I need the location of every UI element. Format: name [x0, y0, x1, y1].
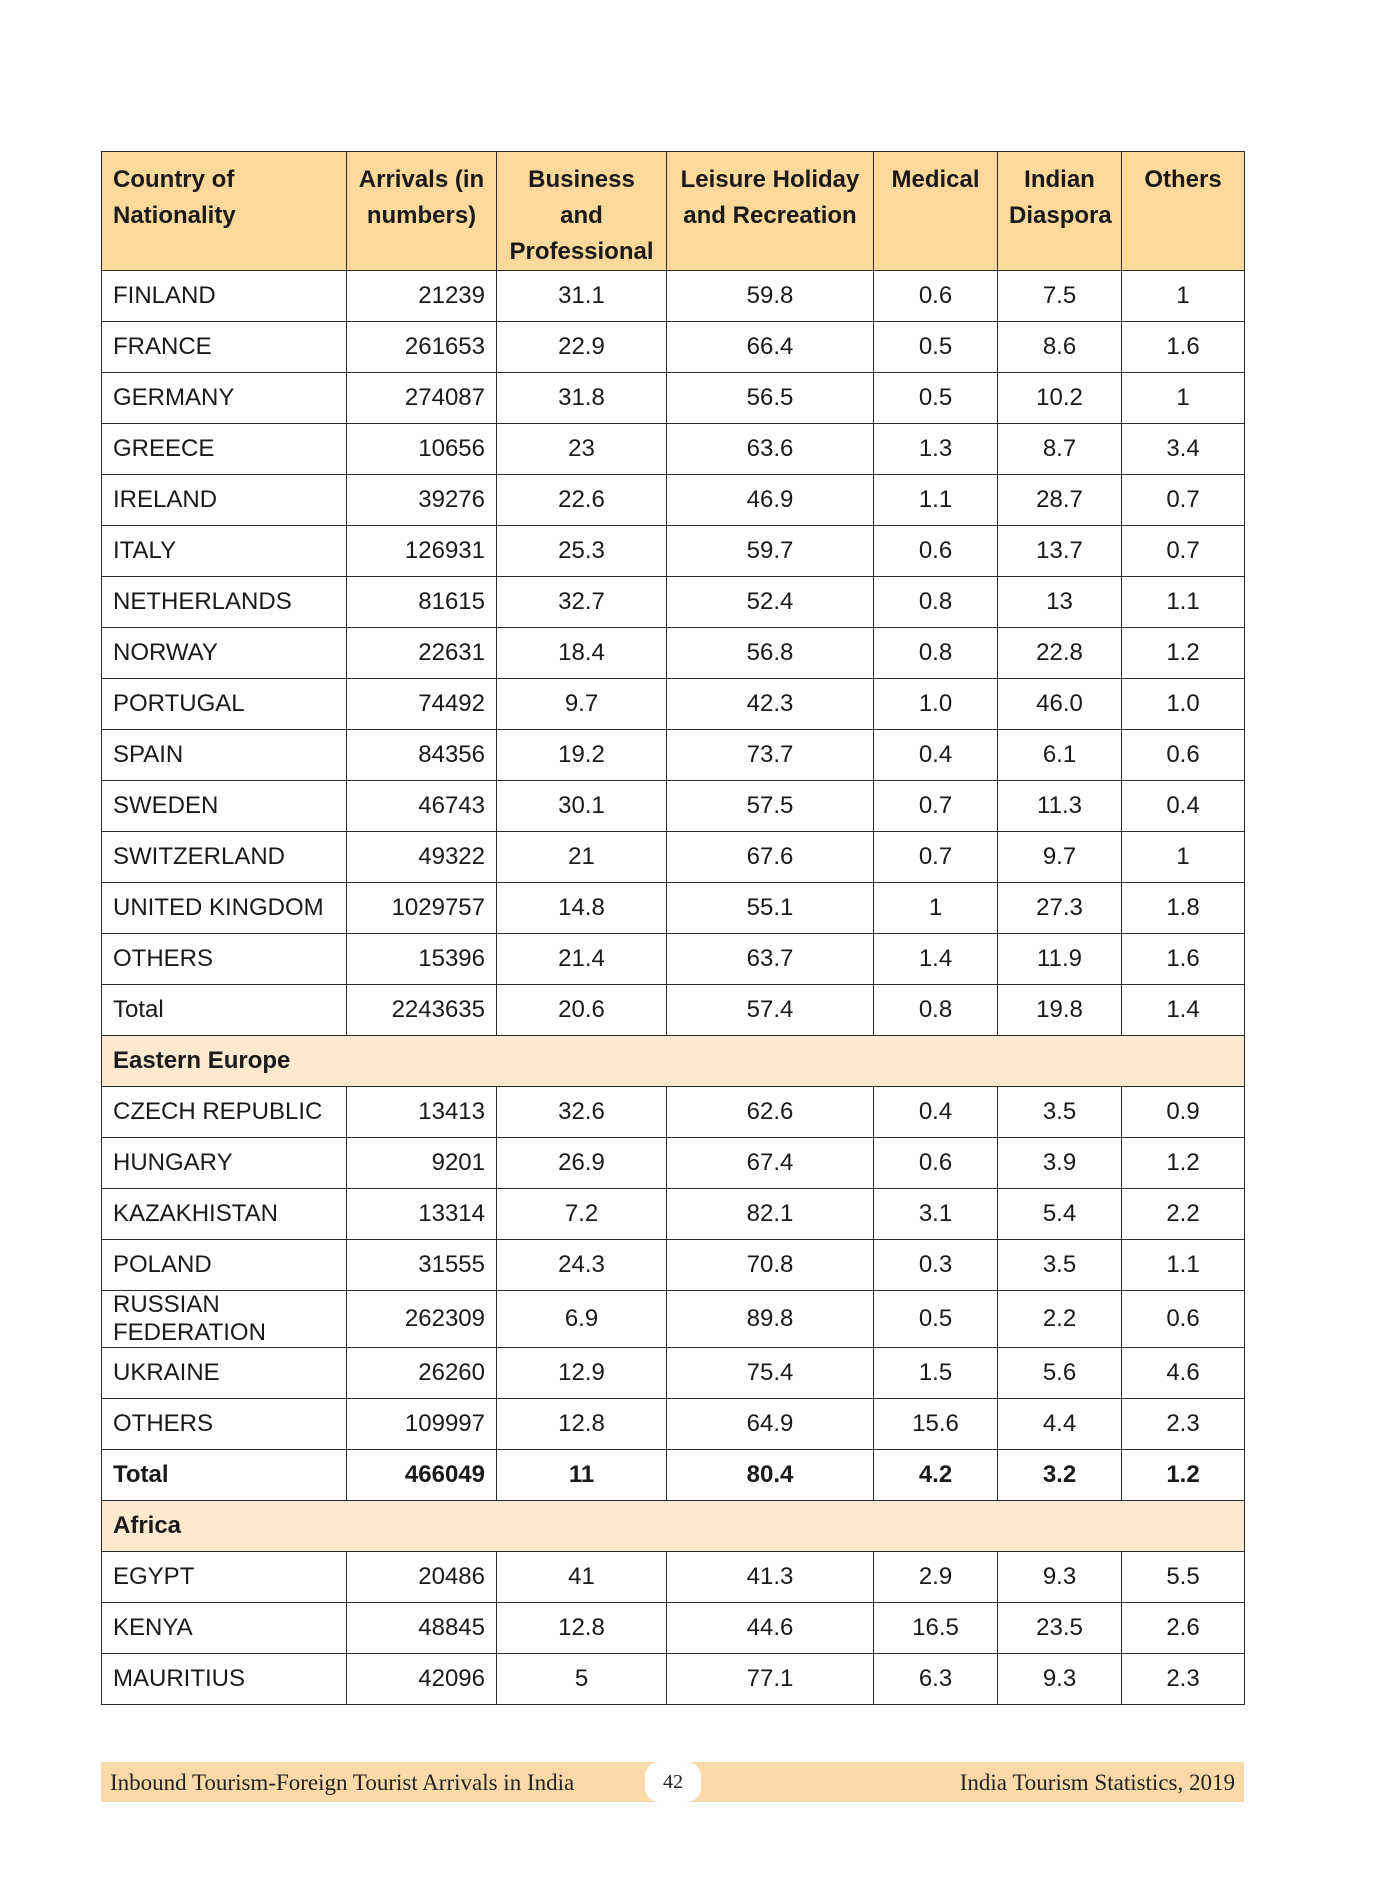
country-cell: GREECE	[102, 424, 347, 475]
medical-cell: 0.4	[874, 1087, 998, 1138]
leisure-cell: 57.5	[667, 781, 874, 832]
country-cell: NORWAY	[102, 628, 347, 679]
business-cell: 9.7	[497, 679, 667, 730]
diaspora-cell: 8.7	[998, 424, 1122, 475]
table-row	[102, 1138, 1245, 1189]
leisure-cell: 55.1	[667, 883, 874, 934]
leisure-cell: 56.8	[667, 628, 874, 679]
medical-cell: 6.3	[874, 1654, 998, 1705]
header-indian-diaspora: Indian Diaspora	[998, 152, 1122, 271]
table-body	[102, 271, 1245, 1705]
table-row	[102, 1087, 1245, 1138]
arrivals-cell: 74492	[347, 679, 497, 730]
country-cell: CZECH REPUBLIC	[102, 1087, 347, 1138]
arrivals-cell: 48845	[347, 1603, 497, 1654]
others-cell: 2.2	[1122, 1189, 1245, 1240]
diaspora-cell: 13	[998, 577, 1122, 628]
others-cell: 3.4	[1122, 424, 1245, 475]
medical-cell: 0.7	[874, 781, 998, 832]
arrivals-cell: 84356	[347, 730, 497, 781]
region-label: Eastern Europe	[102, 1036, 1245, 1087]
leisure-cell: 56.5	[667, 373, 874, 424]
diaspora-cell: 5.4	[998, 1189, 1122, 1240]
others-cell: 5.5	[1122, 1552, 1245, 1603]
country-cell: FRANCE	[102, 322, 347, 373]
table-row	[102, 1399, 1245, 1450]
medical-cell: 4.2	[874, 1450, 998, 1501]
diaspora-cell: 4.4	[998, 1399, 1122, 1450]
others-cell: 4.6	[1122, 1348, 1245, 1399]
medical-cell: 0.4	[874, 730, 998, 781]
business-cell: 5	[497, 1654, 667, 1705]
region-label: Africa	[102, 1501, 1245, 1552]
business-cell: 14.8	[497, 883, 667, 934]
others-cell: 1.6	[1122, 934, 1245, 985]
arrivals-cell: 9201	[347, 1138, 497, 1189]
country-cell: RUSSIAN FEDERATION	[102, 1291, 347, 1348]
arrivals-cell: 13314	[347, 1189, 497, 1240]
business-cell: 26.9	[497, 1138, 667, 1189]
country-cell: GERMANY	[102, 373, 347, 424]
others-cell: 1	[1122, 271, 1245, 322]
diaspora-cell: 3.9	[998, 1138, 1122, 1189]
table-row	[102, 832, 1245, 883]
leisure-cell: 62.6	[667, 1087, 874, 1138]
country-cell: Total	[102, 985, 347, 1036]
others-cell: 1.1	[1122, 1240, 1245, 1291]
country-cell: SPAIN	[102, 730, 347, 781]
leisure-cell: 80.4	[667, 1450, 874, 1501]
others-cell: 1.2	[1122, 628, 1245, 679]
business-cell: 31.1	[497, 271, 667, 322]
page-number: 42	[645, 1762, 701, 1802]
diaspora-cell: 3.2	[998, 1450, 1122, 1501]
header-leisure-holiday-and-recreation: Leisure Holiday and Recreation	[667, 152, 874, 271]
others-cell: 1.2	[1122, 1138, 1245, 1189]
others-cell: 1	[1122, 373, 1245, 424]
medical-cell: 1.1	[874, 475, 998, 526]
medical-cell: 0.6	[874, 271, 998, 322]
medical-cell: 1	[874, 883, 998, 934]
table-row	[102, 1348, 1245, 1399]
country-cell: ITALY	[102, 526, 347, 577]
table-row	[102, 424, 1245, 475]
leisure-cell: 66.4	[667, 322, 874, 373]
others-cell: 1.8	[1122, 883, 1245, 934]
country-cell: EGYPT	[102, 1552, 347, 1603]
diaspora-cell: 11.3	[998, 781, 1122, 832]
arrivals-cell: 13413	[347, 1087, 497, 1138]
country-cell: PORTUGAL	[102, 679, 347, 730]
header-arrivals: Arrivals (in numbers)	[347, 152, 497, 271]
business-cell: 7.2	[497, 1189, 667, 1240]
diaspora-cell: 28.7	[998, 475, 1122, 526]
business-cell: 30.1	[497, 781, 667, 832]
country-cell: OTHERS	[102, 1399, 347, 1450]
table-row	[102, 577, 1245, 628]
table-row	[102, 373, 1245, 424]
business-cell: 6.9	[497, 1291, 667, 1348]
business-cell: 12.8	[497, 1399, 667, 1450]
arrivals-cell: 20486	[347, 1552, 497, 1603]
table-row	[102, 271, 1245, 322]
table-row	[102, 985, 1245, 1036]
table-row	[102, 628, 1245, 679]
country-cell: IRELAND	[102, 475, 347, 526]
business-cell: 22.9	[497, 322, 667, 373]
medical-cell: 0.3	[874, 1240, 998, 1291]
others-cell: 0.7	[1122, 475, 1245, 526]
business-cell: 41	[497, 1552, 667, 1603]
table-row	[102, 1291, 1245, 1348]
footer-publication-title: India Tourism Statistics, 2019	[959, 1770, 1235, 1795]
table-header-row	[102, 152, 1245, 271]
others-cell: 0.9	[1122, 1087, 1245, 1138]
others-cell: 0.4	[1122, 781, 1245, 832]
diaspora-cell: 8.6	[998, 322, 1122, 373]
table-row	[102, 1654, 1245, 1705]
diaspora-cell: 3.5	[998, 1240, 1122, 1291]
medical-cell: 0.5	[874, 322, 998, 373]
table-row	[102, 679, 1245, 730]
medical-cell: 0.6	[874, 526, 998, 577]
leisure-cell: 67.4	[667, 1138, 874, 1189]
diaspora-cell: 9.3	[998, 1654, 1122, 1705]
country-cell: Total	[102, 1450, 347, 1501]
arrivals-cell: 42096	[347, 1654, 497, 1705]
country-cell: NETHERLANDS	[102, 577, 347, 628]
medical-cell: 0.8	[874, 985, 998, 1036]
medical-cell: 1.5	[874, 1348, 998, 1399]
diaspora-cell: 19.8	[998, 985, 1122, 1036]
table-row	[102, 1240, 1245, 1291]
leisure-cell: 73.7	[667, 730, 874, 781]
medical-cell: 0.7	[874, 832, 998, 883]
country-cell: FINLAND	[102, 271, 347, 322]
arrivals-cell: 10656	[347, 424, 497, 475]
leisure-cell: 77.1	[667, 1654, 874, 1705]
business-cell: 31.8	[497, 373, 667, 424]
arrivals-cell: 274087	[347, 373, 497, 424]
arrivals-cell: 466049	[347, 1450, 497, 1501]
table-row	[102, 883, 1245, 934]
others-cell: 0.7	[1122, 526, 1245, 577]
medical-cell: 0.8	[874, 577, 998, 628]
table-row	[102, 1450, 1245, 1501]
leisure-cell: 57.4	[667, 985, 874, 1036]
leisure-cell: 52.4	[667, 577, 874, 628]
arrivals-cell: 15396	[347, 934, 497, 985]
business-cell: 32.6	[497, 1087, 667, 1138]
others-cell: 1.1	[1122, 577, 1245, 628]
medical-cell: 1.3	[874, 424, 998, 475]
diaspora-cell: 3.5	[998, 1087, 1122, 1138]
leisure-cell: 59.8	[667, 271, 874, 322]
medical-cell: 1.4	[874, 934, 998, 985]
others-cell: 0.6	[1122, 730, 1245, 781]
table-row	[102, 934, 1245, 985]
business-cell: 23	[497, 424, 667, 475]
business-cell: 20.6	[497, 985, 667, 1036]
others-cell: 1.2	[1122, 1450, 1245, 1501]
medical-cell: 15.6	[874, 1399, 998, 1450]
diaspora-cell: 27.3	[998, 883, 1122, 934]
leisure-cell: 70.8	[667, 1240, 874, 1291]
country-cell: MAURITIUS	[102, 1654, 347, 1705]
country-cell: KENYA	[102, 1603, 347, 1654]
arrivals-cell: 262309	[347, 1291, 497, 1348]
arrivals-cell: 81615	[347, 577, 497, 628]
arrivals-cell: 22631	[347, 628, 497, 679]
header-country-of-nationality: Country of Nationality	[102, 152, 347, 271]
diaspora-cell: 22.8	[998, 628, 1122, 679]
table-row	[102, 322, 1245, 373]
country-cell: HUNGARY	[102, 1138, 347, 1189]
medical-cell: 3.1	[874, 1189, 998, 1240]
business-cell: 24.3	[497, 1240, 667, 1291]
table-row	[102, 1552, 1245, 1603]
header-business-and-professional: Business and Professional	[497, 152, 667, 271]
medical-cell: 2.9	[874, 1552, 998, 1603]
arrivals-cell: 46743	[347, 781, 497, 832]
arrivals-cell: 49322	[347, 832, 497, 883]
others-cell: 0.6	[1122, 1291, 1245, 1348]
region-section-row	[102, 1036, 1245, 1087]
leisure-cell: 46.9	[667, 475, 874, 526]
business-cell: 21.4	[497, 934, 667, 985]
business-cell: 21	[497, 832, 667, 883]
diaspora-cell: 10.2	[998, 373, 1122, 424]
leisure-cell: 63.7	[667, 934, 874, 985]
business-cell: 12.8	[497, 1603, 667, 1654]
diaspora-cell: 2.2	[998, 1291, 1122, 1348]
leisure-cell: 44.6	[667, 1603, 874, 1654]
country-cell: SWEDEN	[102, 781, 347, 832]
leisure-cell: 89.8	[667, 1291, 874, 1348]
business-cell: 12.9	[497, 1348, 667, 1399]
diaspora-cell: 23.5	[998, 1603, 1122, 1654]
diaspora-cell: 13.7	[998, 526, 1122, 577]
country-cell: SWITZERLAND	[102, 832, 347, 883]
business-cell: 22.6	[497, 475, 667, 526]
leisure-cell: 82.1	[667, 1189, 874, 1240]
medical-cell: 0.6	[874, 1138, 998, 1189]
leisure-cell: 42.3	[667, 679, 874, 730]
others-cell: 2.6	[1122, 1603, 1245, 1654]
arrivals-cell: 109997	[347, 1399, 497, 1450]
page-footer	[101, 1762, 1244, 1802]
diaspora-cell: 46.0	[998, 679, 1122, 730]
diaspora-cell: 11.9	[998, 934, 1122, 985]
business-cell: 11	[497, 1450, 667, 1501]
medical-cell: 0.8	[874, 628, 998, 679]
arrivals-cell: 31555	[347, 1240, 497, 1291]
table-row	[102, 781, 1245, 832]
business-cell: 32.7	[497, 577, 667, 628]
country-cell: KAZAKHISTAN	[102, 1189, 347, 1240]
leisure-cell: 41.3	[667, 1552, 874, 1603]
table-row	[102, 730, 1245, 781]
diaspora-cell: 9.3	[998, 1552, 1122, 1603]
arrivals-cell: 26260	[347, 1348, 497, 1399]
others-cell: 1.0	[1122, 679, 1245, 730]
medical-cell: 0.5	[874, 1291, 998, 1348]
country-cell: OTHERS	[102, 934, 347, 985]
country-cell: UNITED KINGDOM	[102, 883, 347, 934]
medical-cell: 1.0	[874, 679, 998, 730]
medical-cell: 0.5	[874, 373, 998, 424]
arrivals-cell: 261653	[347, 322, 497, 373]
leisure-cell: 59.7	[667, 526, 874, 577]
diaspora-cell: 7.5	[998, 271, 1122, 322]
others-cell: 1.4	[1122, 985, 1245, 1036]
leisure-cell: 63.6	[667, 424, 874, 475]
header-others: Others	[1122, 152, 1245, 271]
medical-cell: 16.5	[874, 1603, 998, 1654]
table-row	[102, 1189, 1245, 1240]
table-row	[102, 1603, 1245, 1654]
leisure-cell: 67.6	[667, 832, 874, 883]
footer-section-title: Inbound Tourism-Foreign Tourist Arrivals in India	[110, 1770, 575, 1795]
business-cell: 25.3	[497, 526, 667, 577]
arrivals-cell: 39276	[347, 475, 497, 526]
country-cell: UKRAINE	[102, 1348, 347, 1399]
others-cell: 2.3	[1122, 1399, 1245, 1450]
arrivals-cell: 1029757	[347, 883, 497, 934]
business-cell: 19.2	[497, 730, 667, 781]
diaspora-cell: 9.7	[998, 832, 1122, 883]
leisure-cell: 75.4	[667, 1348, 874, 1399]
tourist-arrivals-table	[101, 151, 1245, 1705]
diaspora-cell: 6.1	[998, 730, 1122, 781]
table-row	[102, 475, 1245, 526]
others-cell: 1	[1122, 832, 1245, 883]
arrivals-cell: 21239	[347, 271, 497, 322]
others-cell: 1.6	[1122, 322, 1245, 373]
leisure-cell: 64.9	[667, 1399, 874, 1450]
others-cell: 2.3	[1122, 1654, 1245, 1705]
diaspora-cell: 5.6	[998, 1348, 1122, 1399]
country-cell: POLAND	[102, 1240, 347, 1291]
region-section-row	[102, 1501, 1245, 1552]
table-row	[102, 526, 1245, 577]
arrivals-cell: 126931	[347, 526, 497, 577]
arrivals-cell: 2243635	[347, 985, 497, 1036]
header-medical: Medical	[874, 152, 998, 271]
business-cell: 18.4	[497, 628, 667, 679]
